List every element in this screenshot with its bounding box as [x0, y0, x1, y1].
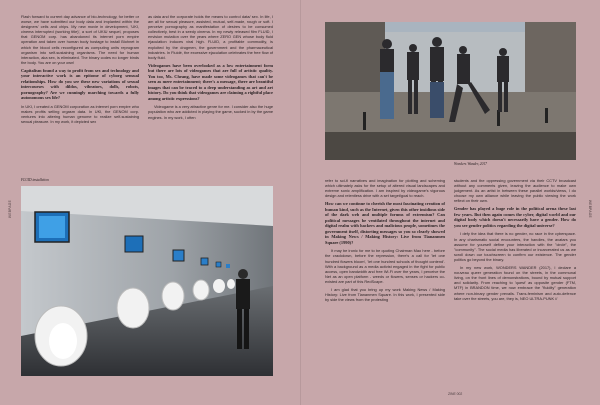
- interview-question: Capitalism found a way to profit from sex and technology and your interactive work is an epitome of cyborg sensual relationships. How do you see these new variations of sexual intercourses with dildos, vibrators, dolls, robots, pornography? Are we cunningly marching towards a fully autonomous sex life?: [21, 67, 139, 101]
- paragraph: In my new work, WONDERS WANDER (2017), I declare a nouveau queer generation found on the streets, in the communal living, on the front lines of demonstrations, bound by mutual support and solidarity. From reaching to 'quest' as opposite gender (FTM, MTF) in BRANDON time, we now embrace the "fluidity" generation where non-binary gender prevails. Trans-feminism and auto-defence take over the streets, you are, they is, NEO ULTRA-PUNK //: [454, 265, 576, 301]
- street-photo: [325, 22, 576, 160]
- paragraph: Videogame is a very attractive genre for me. I consider also the huge population who are addicted in playing the game, sucked in by the game engines. In my work, I often: [148, 104, 273, 120]
- paragraph: refer to sci-fi narratives and imagination for plotting and scheming which ultimately asks for the setup of altered visual landscapes and extreme sonic amplification. I am inspired by videogame's vigorous design and relentless drive with a set target/goal to reach.: [325, 178, 445, 199]
- right-column-2: [454, 178, 576, 304]
- right-column-1: [325, 178, 445, 305]
- right-folio: WEBPAGE: [588, 200, 592, 218]
- left-column-1: [21, 14, 139, 127]
- page-gutter: [300, 0, 301, 405]
- right-footer: ZINE 002: [448, 392, 463, 396]
- paragraph: In UKI, I created a GENOM corporation as internet porn empire who makes profits selling orgasm data. In UKI, the GENOM corp. ventures into altering human genome to realize self-sustaining sexual pleasure. In my work, it depicted sex: [21, 103, 139, 125]
- paragraph: It may be ironic for me to be quoting Chairman Mao here - before the crackdown, before the repression, there's a call for 'let one hundred flowers bloom', 'let one hundred schools of thought contend'. With a background as a media activist engaged in the fight for public access, open bandwidth and free Wi-Fi over the years, I perceive the Net as an open platform - weeds or flowers, senses or hackers co-existed are part of this RedScape.: [325, 248, 445, 284]
- paragraph: I defy the idea that there is no gender, no race in the cyberspace. In any charismatic social encounters, the handles, the avatars you assume for yourself define your interaction with the "circle", the "community". The social media has liberated or incarcerated us as we scroll down our touchscreen to confirm our existence. The gender politics go beyond the binary.: [454, 231, 576, 262]
- paragraph: Flash forward to current day advance of bio-technology, for better or worse, we have submitted our body data and implanted within the designers' cells and chips. My new movie in development, 'UKI, cinema interrupted (working title)', a sort of UKIU sequel, proposes that GENOM corp. has abandoned its internet porn empire operation and taken over human body hostage to install Biohnet in which the blood cells reconfigured as computing units reprogram organism into self-sustaining organisms. The need for human interaction, aka sex, is eliminated. The binary codes no longer binds the body. You are on your own!: [21, 14, 139, 65]
- street-illustration: [325, 22, 576, 160]
- paragraph: I am glad that you bring up my work Making News / Making History: Live from Tiananmen Square. In this work, I presented side by side the views from the protesting: [325, 287, 445, 303]
- left-folio: WEBPAGE: [8, 200, 12, 218]
- interview-question: Videogames have been overlooked as a low entertainment form but there are lots of videogames that are full of artistic quality. You too, Ms. Cheang, have made some videogames that can't be seen as mere entertainment; there's a message, there are beautiful images that can be traced to a deep understanding as art and art history. Do you think that videogames are claiming a rightful place among artistic expressions?: [148, 62, 273, 101]
- installation-illustration: [21, 186, 273, 376]
- photo-caption-bottom: FLUID installation: [21, 178, 49, 182]
- paragraph: students and the oppressing government via their CCTV broadcast without any comments given, leaving the audience to make own judgement. As an artist in between these parallel worlds/views, I do choose my own alliance while leaving the public viewing the work reflect on their own.: [454, 178, 576, 204]
- left-column-2: [148, 14, 273, 123]
- interview-question: Gender has played a huge role in the political arena these last few years. But then again comes the cyber, digital world and our digital body which doesn't necessarily have a gender. How do you see gender politics regarding the digital universe?: [454, 206, 576, 228]
- photo-caption-top: Wonders Wander, 2017: [454, 162, 487, 166]
- installation-photo: [21, 186, 273, 376]
- interview-question: How can we continue to cherish the most fascinating creation of human kind, such as the Internet, given this other insidious side of the dark web and multiple forums of extremism? Can political messages be ventilated throughout the internet and digital realm with hackers and malicious people, sometimes the government itself, distorting messages so you so clearly showed in Making News / Making History: Live from Tiananmen Square (1990)?: [325, 201, 445, 245]
- paragraph: as data and the corporate holds the means to control data/ sex. In life, I am all for sexual pleasure, assisted, mutual, self-made, rough or soft. I perceive pornography as manifestation of desires to be consumed collectively, best in a seedy cinema. In my newly released film FLUID, I envision mutation over the years where ZERO GEN whose body fluid ejaculation induces viral high. FLUID, a profitable commodity, is exploited by the drugmen, the government and the pharmaceutical industries. In Fluidé, the excessive ejaculation celebrates the free flow of body fluid.: [148, 14, 273, 60]
